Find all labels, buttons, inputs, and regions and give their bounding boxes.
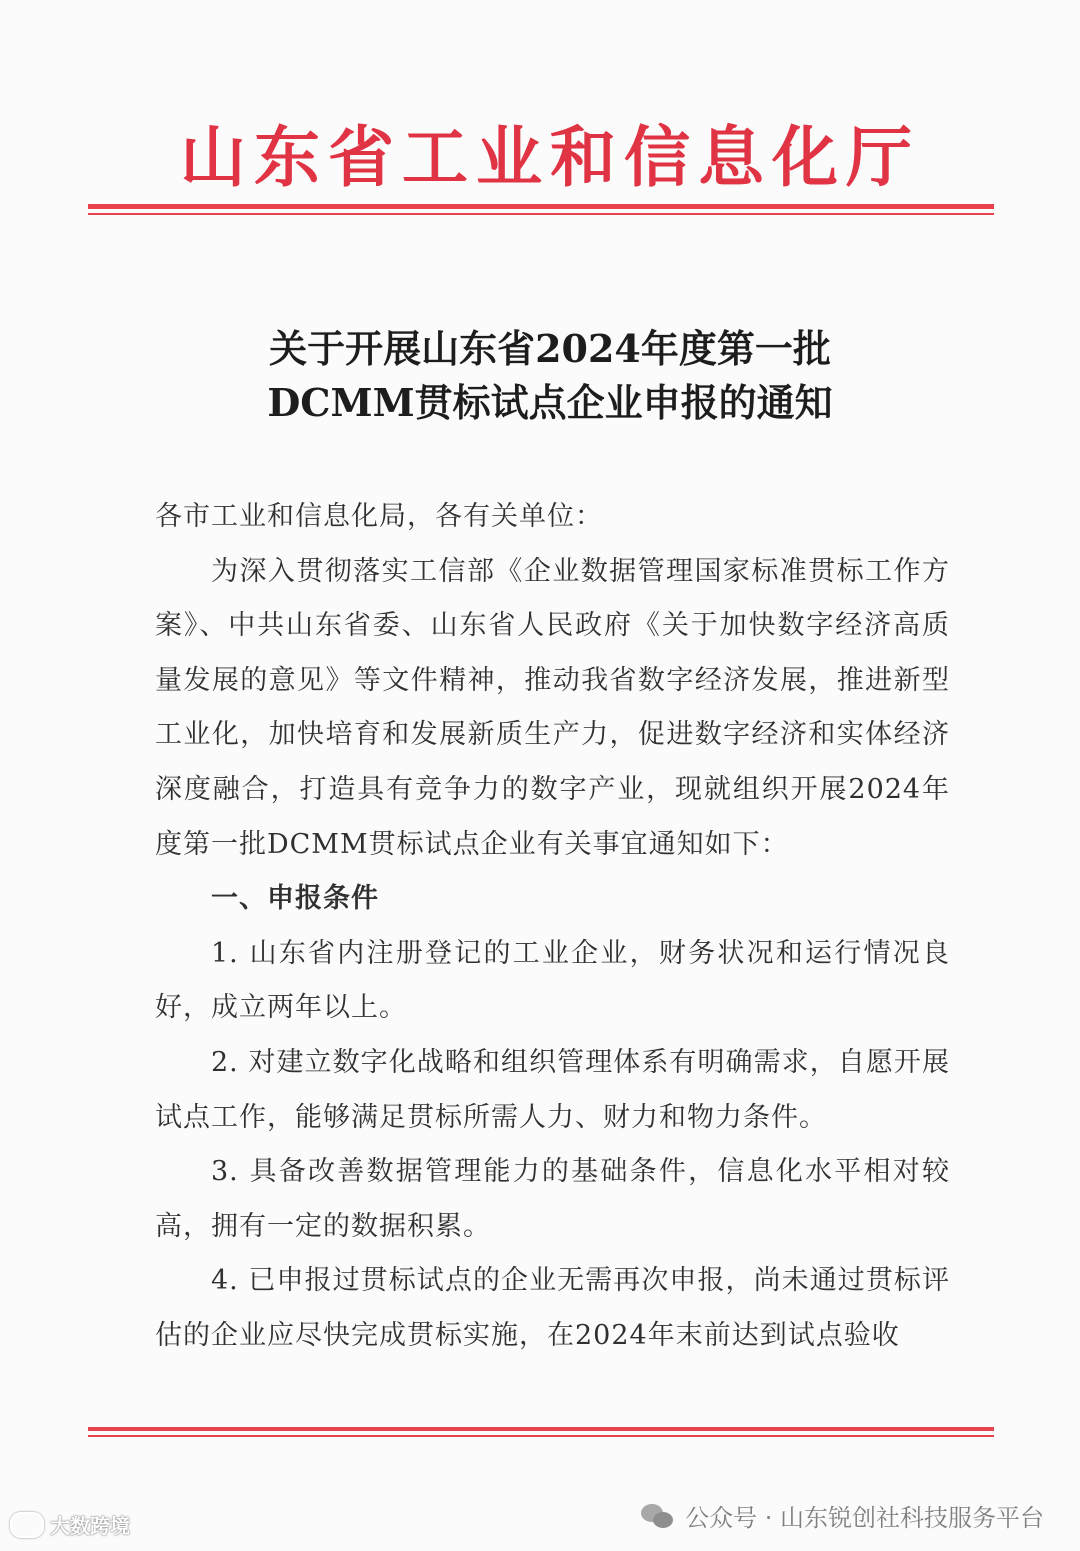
masthead-rule-thick bbox=[88, 204, 994, 209]
document-title bbox=[150, 322, 950, 430]
wechat-account-footer bbox=[641, 1498, 1044, 1533]
intro-paragraph: 为深入贯彻落实工信部《企业数据管理国家标准贯标工作方案》、中共山东省委、山东省人民政府《关于加快数字经济高质量发展的意见》等文件精神，推动我省数字经济发展，推进新型工业化，加快培育和发展新质生产力，促进数字经济和实体经济深度融合，打造具有竞争力的数字产业，现就组织开展2024年度第一批DCMM贯标试点企业有关事宜通知如下： bbox=[155, 555, 950, 860]
issuing-authority-masthead: 山东省工业和信息化厅 bbox=[180, 119, 920, 196]
masthead-rule-thin bbox=[88, 213, 994, 215]
title-line-1: 关于开展山东省2024年度第一批 bbox=[269, 326, 831, 371]
condition-item: 2. 对建立数字化战略和组织管理体系有明确需求，自愿开展试点工作，能够满足贯标所需人力、财力和物力条件。 bbox=[155, 1046, 950, 1133]
watermark-label: 大数跨境 bbox=[50, 1514, 130, 1538]
footer-rule-thin bbox=[88, 1435, 994, 1437]
section-heading: 一、申报条件 bbox=[211, 883, 379, 915]
watermark-logo-icon bbox=[10, 1512, 44, 1538]
condition-item: 4. 已申报过贯标试点的企业无需再次申报，尚未通过贯标评估的企业应尽快完成贯标实施，在2024年末前达到试点验收 bbox=[155, 1265, 950, 1351]
condition-item: 3. 具备改善数据管理能力的基础条件，信息化水平相对较高，拥有一定的数据积累。 bbox=[155, 1156, 950, 1242]
title-line-2: DCMM贯标试点企业申报的通知 bbox=[267, 380, 833, 425]
footer-rule-thick bbox=[88, 1427, 994, 1431]
watermark bbox=[10, 1510, 130, 1539]
wechat-account-label: 公众号 · 山东锐创社科技服务平台 bbox=[685, 1504, 1044, 1532]
salutation: 各市工业和信息化局，各有关单位： bbox=[155, 501, 603, 532]
condition-item: 1. 山东省内注册登记的工业企业，财务状况和运行情况良好，成立两年以上。 bbox=[155, 937, 950, 1024]
wechat-icon bbox=[641, 1502, 675, 1530]
document-body bbox=[155, 490, 950, 1364]
